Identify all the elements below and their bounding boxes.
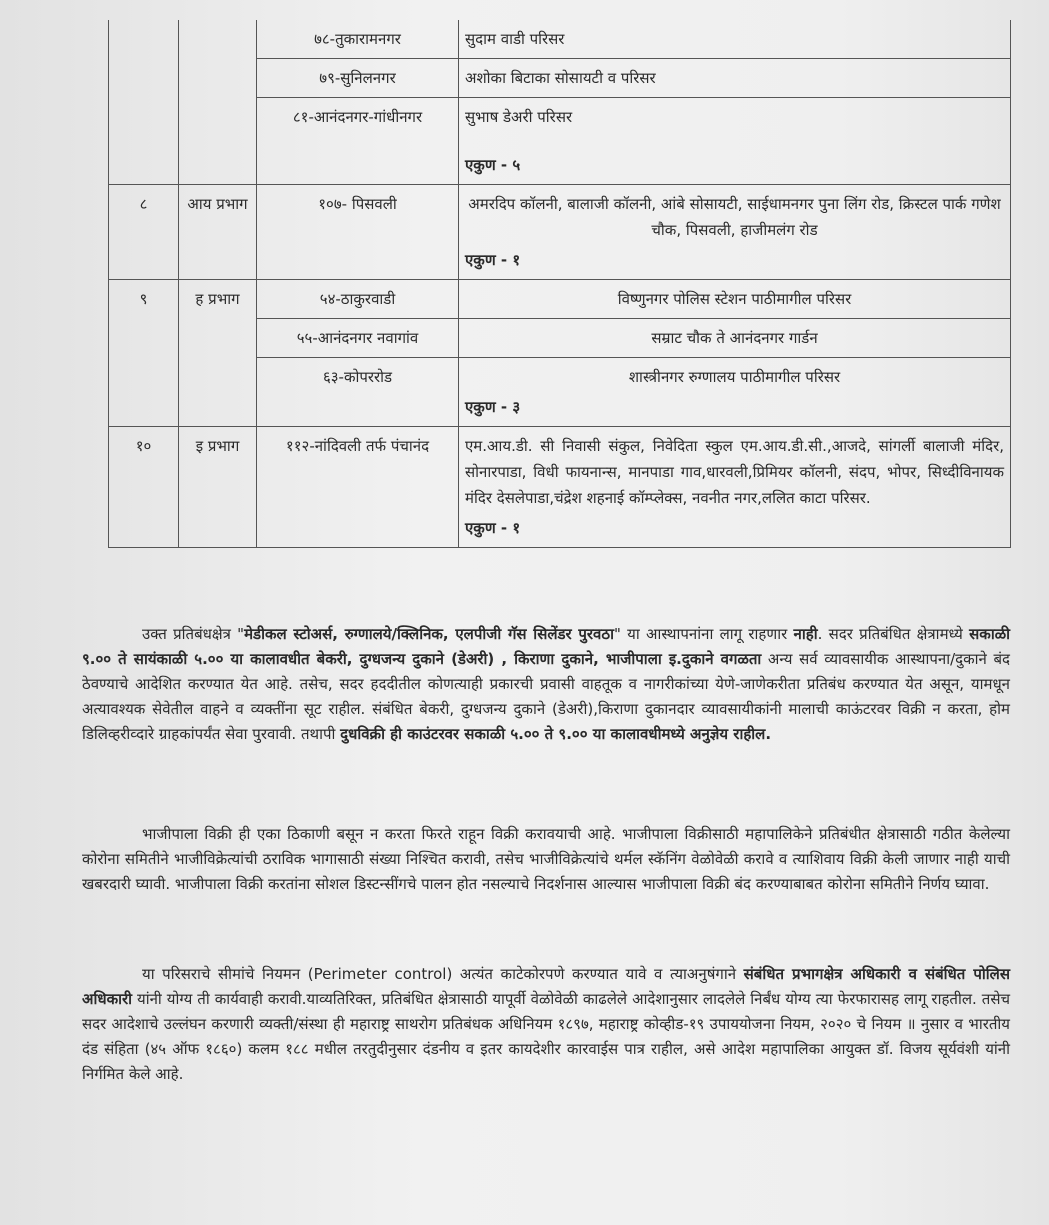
- table-row: [109, 185, 1011, 280]
- total-label: एकुण - ५: [465, 156, 521, 174]
- area-cell: विष्णुनगर पोलिस स्टेशन पाठीमागील परिसर: [459, 280, 1011, 319]
- area-cell: सम्राट चौक ते आनंदनगर गार्डन: [459, 319, 1011, 358]
- area-cell: अशोका बिटाका सोसायटी व परिसर: [459, 59, 1011, 98]
- ward-cell: ५५-आनंदनगर नवागांव: [257, 319, 459, 358]
- ward-cell: ७८-तुकारामनगर: [257, 20, 459, 59]
- total-label: एकुण - ३: [465, 398, 521, 416]
- total-label: एकुण - १: [465, 251, 521, 269]
- total-label: एकुण - १: [465, 519, 521, 537]
- division-cell: ह प्रभाग: [179, 280, 257, 427]
- paragraph-restrictions: उक्त प्रतिबंधक्षेत्र "मेडीकल स्टोअर्स, रुग्णालये/क्लिनिक, एलपीजी गॅस सिलेंडर पुरवठा" या आस्थापनांना लागू राहणार नाही. सदर प्रतिबंधित क्षेत्रामध्ये सकाळी ९.०० ते सायंकाळी ५.०० या कालावधीत बेकरी, दुग्धजन्य दुकाने (डेअरी) , किराणा दुकाने, भाजीपाला इ.दुकाने वगळता अन्य सर्व व्यावसायीक आस्थापना/दुकाने बंद ठेवण्याचे आदेशित करण्यात येत आहे. तसेच, सदर हददीतील कोणत्याही प्रकारची प्रवासी वाहतूक व नागरीकांच्या येणे-जाणेकरीता प्रतिबंध करण्यात येत असून, यामधून अत्यावश्यक सेवेतील वाहने व व्यक्तींना सूट राहील. संबंधित बेकरी, दुग्धजन्य दुकाने (डेअरी),किराणा दुकानदार व्यावसायीकांनी मालाची काऊंटरवर विक्री न करता, होम डिलिव्हरीव्दारे ग्राहकांपर्यंत सेवा पुरवावी. तथापी दुधविक्री ही काउंटरवर सकाळी ५.०० ते ९.०० या कालावधीमध्ये अनुज्ञेय राहील.: [82, 625, 1011, 743]
- serial-cell: १०: [109, 427, 179, 548]
- area-cell: [459, 185, 1011, 280]
- table-row: [109, 427, 1011, 548]
- ward-cell: ११२-नांदिवली तर्फ पंचानंद: [257, 427, 459, 548]
- area-text: एम.आय.डी. सी निवासी संकुल, निवेदिता स्कुल एम.आय.डी.सी.,आजदे, सांगर्ली बालाजी मंदिर, सोनारपाडा, विधी फायनान्स, मानपाडा गाव,धारवली,प्रिमियर कॉलनी, संदप, भोपर, सिध्दीविनायक मंदिर देसलेपाडा,चंद्रेश शहनाई कॉम्प्लेक्स, नवनीत नगर,ललित काटा परिसर.: [465, 437, 1004, 507]
- area-cell: सुदाम वाडी परिसर: [459, 20, 1011, 59]
- ward-cell: ८१-आनंदनगर-गांधीनगर: [257, 98, 459, 185]
- area-text: सुभाष डेअरी परिसर: [465, 108, 573, 126]
- ward-cell: ६३-कोपररोड: [257, 358, 459, 427]
- ward-cell: १०७- पिसवली: [257, 185, 459, 280]
- table-row: [109, 20, 1011, 59]
- area-cell: [459, 98, 1011, 185]
- area-cell: [459, 427, 1011, 548]
- paragraph-perimeter-control: या परिसराचे सीमांचे नियमन (Perimeter control) अत्यंत काटेकोरपणे करण्यात यावे व त्याअनुषंगाने संबंधित प्रभागक्षेत्र अधिकारी व संबंधित पोलिस अधिकारी यांनी योग्य ती कार्यवाही करावी.याव्यतिरिक्त, प्रतिबंधित क्षेत्रासाठी यापूर्वी वेळोवेळी काढलेले आदेशानुसार लादलेले निर्बंध योग्य त्या फेरफारासह लागू राहतील. तसेच सदर आदेशाचे उल्लंघन करणारी व्यक्ती/संस्था ही महाराष्ट्र साथरोग प्रतिबंधक अधिनियम १८९७, महाराष्ट्र कोव्हीड-१९ उपाययोजना नियम, २०२० चे नियम ॥ नुसार व भारतीय दंड संहिता (४५ ऑफ १८६०) कलम १८८ मधील तरतुदीनुसार दंडनीय व इतर कायदेशीर कारवाईस पात्र राहील, असे आदेश महापालिका आयुक्त डॉ. विजय सूर्यवंशी यांनी निर्गमित केले आहे.: [82, 965, 1010, 1083]
- area-cell: [459, 358, 1011, 427]
- serial-cell: ९: [109, 280, 179, 427]
- containment-zone-table: [108, 20, 1011, 548]
- ward-cell: ५४-ठाकुरवाडी: [257, 280, 459, 319]
- division-cell: इ प्रभाग: [179, 427, 257, 548]
- area-text: शास्त्रीनगर रुग्णालय पाठीमागील परिसर: [628, 368, 841, 386]
- ward-cell: ७९-सुनिलनगर: [257, 59, 459, 98]
- table-row: [109, 280, 1011, 319]
- area-text: अमरदिप कॉलनी, बालाजी कॉलनी, आंबे सोसायटी, साईधामनगर पुना लिंग रोड, क्रिस्टल पार्क गणेश चौक, पिसवली, हाजीमलंग रोड: [468, 195, 1001, 239]
- division-cell: आय प्रभाग: [179, 185, 257, 280]
- serial-cell: ८: [109, 185, 179, 280]
- paragraph-vegetable-sales: भाजीपाला विक्री ही एका ठिकाणी बसून न करता फिरते राहून विक्री करावयाची आहे. भाजीपाला विक्रीसाठी महापालिकेने प्रतिबंधीत क्षेत्रासाठी गठीत केलेल्या कोरोना समितीने भाजीविक्रेत्यांची ठराविक भागासाठी संख्या निश्चित करावी, तसेच भाजीविक्रेत्यांचे थर्मल स्कॅनिंग वेळोवेळी करावे व त्याशिवाय विक्री केली जाणार नाही याची खबरदारी घ्यावी. भाजीपाला विक्री करतांना सोशल डिस्टन्सींगचे पालन होत नसल्याचे निदर्शनास आल्यास भाजीपाला विक्री बंद करण्याबाबत कोरोना समितीने निर्णय घ्यावा.: [82, 825, 1010, 893]
